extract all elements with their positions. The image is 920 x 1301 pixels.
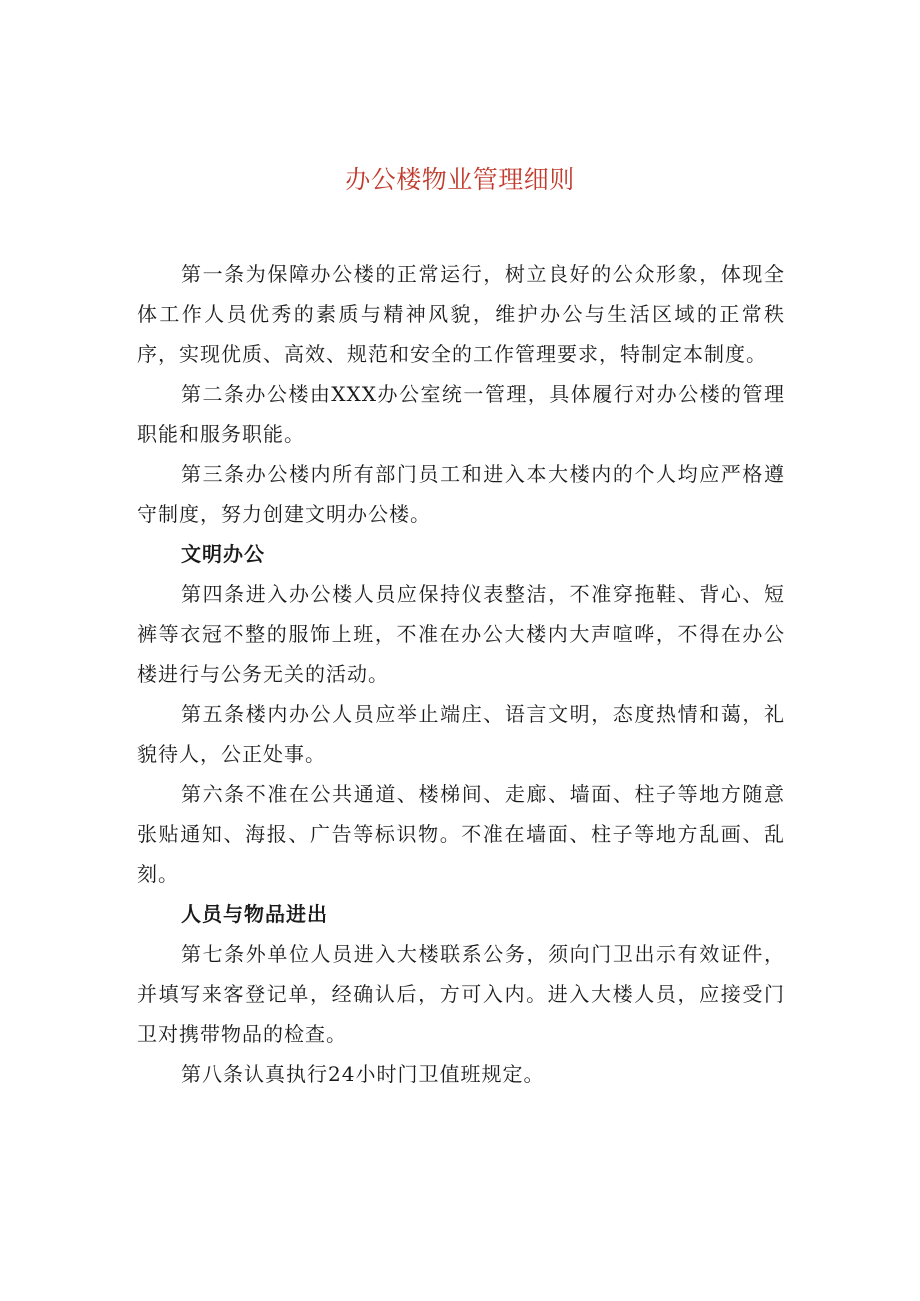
- article-5: 第五条楼内办公人员应举止端庄、语言文明，态度热情和蔼，礼貌待人，公正处事。: [137, 702, 785, 766]
- article-1: 第一条为保障办公楼的正常运行，树立良好的公众形象，体现全体工作人员优秀的素质与精神风貌，维护办公与生活区域的正常秩序，实现优质、高效、规范和安全的工作管理要求，特制定本制度。: [137, 262, 785, 366]
- document-title: 办公楼物业管理细则: [345, 165, 575, 194]
- article-4: 第四条进入办公楼人员应保持仪表整洁，不准穿拖鞋、背心、短裤等衣冠不整的服饰上班，不准在办公大楼内大声喧哗，不得在办公楼进行与公务无关的活动。: [137, 582, 785, 686]
- section-heading-civilized-office: 文明办公: [181, 542, 265, 566]
- article-3: 第三条办公楼内所有部门员工和进入本大楼内的个人均应严格遵守制度，努力创建文明办公楼。: [137, 462, 785, 526]
- section-heading-personnel-and-goods: 人员与物品进出: [181, 902, 328, 926]
- article-2: 第二条办公楼由XXX办公室统一管理，具体履行对办公楼的管理职能和服务职能。: [137, 382, 785, 446]
- article-7: 第七条外单位人员进入大楼联系公务，须向门卫出示有效证件，并填写来客登记单，经确认后，方可入内。进入大楼人员，应接受门卫对携带物品的检查。: [137, 942, 785, 1046]
- article-8: 第八条认真执行24小时门卫值班规定。: [181, 1062, 545, 1086]
- article-6: 第六条不准在公共通道、楼梯间、走廊、墙面、柱子等地方随意张贴通知、海报、广告等标识物。不准在墙面、柱子等地方乱画、乱刻。: [137, 782, 785, 886]
- document-body: [137, 254, 785, 1094]
